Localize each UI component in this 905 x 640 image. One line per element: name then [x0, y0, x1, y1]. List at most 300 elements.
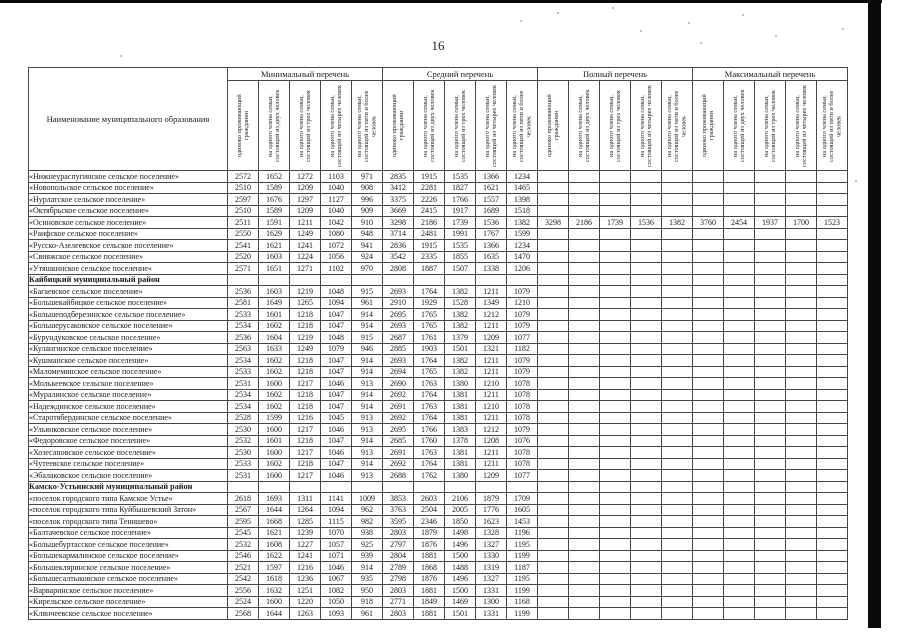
value-cell: [724, 378, 755, 390]
value-cell: 2536: [228, 332, 259, 344]
value-cell: 2563: [228, 343, 259, 355]
value-cell: 1093: [321, 608, 352, 620]
name-column-header: Наименование муниципального образования: [29, 68, 228, 171]
value-cell: [755, 182, 786, 194]
value-cell: 1765: [414, 309, 445, 321]
value-cell: [786, 447, 817, 459]
value-cell: 1879: [414, 527, 445, 539]
value-cell: 2693: [383, 286, 414, 298]
value-cell: 1272: [290, 171, 321, 183]
group-header-full: Полный перечень: [538, 68, 693, 81]
value-cell: 2803: [383, 527, 414, 539]
value-cell: [693, 171, 724, 183]
value-cell: 1009: [352, 493, 383, 505]
value-cell: 2692: [383, 458, 414, 470]
settlement-name-cell: «Раифское сельское поселение»: [29, 228, 228, 240]
table-row: [29, 435, 848, 447]
value-cell: 2556: [228, 585, 259, 597]
value-cell: [724, 424, 755, 436]
value-cell: 2836: [383, 240, 414, 252]
value-cell: 2803: [383, 608, 414, 620]
value-cell: [538, 194, 569, 206]
value-cell: [538, 550, 569, 562]
value-cell: [538, 205, 569, 217]
value-cell: [631, 309, 662, 321]
column-header-group0-col2: [290, 81, 321, 171]
value-cell: [817, 504, 848, 516]
value-cell: 2106: [445, 493, 476, 505]
value-cell: [693, 228, 724, 240]
value-cell: 1209: [290, 205, 321, 217]
column-header-label: на одного члена семьи, состоящей из двух человек: [576, 89, 591, 162]
value-cell: 2520: [228, 251, 259, 263]
value-cell: [817, 539, 848, 551]
value-cell: [600, 205, 631, 217]
value-cell: [662, 424, 693, 436]
value-cell: [600, 194, 631, 206]
scan-noise-dot: [520, 20, 522, 22]
value-cell: [817, 240, 848, 252]
value-cell: [662, 182, 693, 194]
value-cell: [538, 562, 569, 574]
value-cell: [755, 573, 786, 585]
value-cell: 1603: [259, 286, 290, 298]
value-cell: 3595: [383, 516, 414, 528]
value-cell: 914: [352, 562, 383, 574]
value-cell: [538, 240, 569, 252]
value-cell: 1218: [290, 389, 321, 401]
value-cell: 1382: [445, 309, 476, 321]
value-cell: 948: [352, 228, 383, 240]
value-cell: 2687: [383, 332, 414, 344]
value-cell: [662, 585, 693, 597]
value-cell: [786, 516, 817, 528]
value-cell: [662, 527, 693, 539]
value-cell: 1079: [321, 343, 352, 355]
value-cell: 1102: [321, 263, 352, 275]
value-cell: [755, 297, 786, 309]
value-cell: 1211: [476, 286, 507, 298]
settlement-name-cell: «Муралинское сельское поселение»: [29, 389, 228, 401]
value-cell: 1264: [290, 504, 321, 516]
table-row: [29, 366, 848, 378]
value-cell: [662, 470, 693, 482]
value-cell: [538, 458, 569, 470]
value-cell: 1764: [414, 355, 445, 367]
value-cell: 2618: [228, 493, 259, 505]
value-cell: [569, 562, 600, 574]
settlement-name-cell: «Балтачевское сельское поселение»: [29, 527, 228, 539]
value-cell: [817, 320, 848, 332]
value-cell: [786, 458, 817, 470]
value-cell: [693, 516, 724, 528]
value-cell: [569, 366, 600, 378]
value-cell: 2835: [383, 171, 414, 183]
value-cell: [631, 539, 662, 551]
value-cell: [631, 286, 662, 298]
value-cell: [693, 424, 724, 436]
value-cell: 1591: [259, 217, 290, 229]
value-cell: [569, 274, 600, 286]
value-cell: [786, 550, 817, 562]
value-cell: 1094: [321, 504, 352, 516]
value-cell: [755, 251, 786, 263]
value-cell: [600, 171, 631, 183]
value-cell: [724, 516, 755, 528]
value-cell: [631, 447, 662, 459]
table-row: [29, 585, 848, 597]
value-cell: [538, 481, 569, 493]
value-cell: [817, 412, 848, 424]
value-cell: [755, 378, 786, 390]
value-cell: [569, 228, 600, 240]
value-cell: [538, 539, 569, 551]
value-cell: [817, 274, 848, 286]
value-cell: 1319: [476, 562, 507, 574]
value-cell: [693, 493, 724, 505]
value-cell: 2797: [383, 539, 414, 551]
column-header-group3-col2: [755, 81, 786, 171]
value-cell: 2510: [228, 205, 259, 217]
column-header-label: на одного члена семьи, состоящей из двух человек: [266, 89, 281, 162]
column-header-group2-col1: [569, 81, 600, 171]
value-cell: 1211: [290, 217, 321, 229]
value-cell: 962: [352, 504, 383, 516]
table-row: [29, 447, 848, 459]
value-cell: [817, 527, 848, 539]
value-cell: 1629: [259, 228, 290, 240]
value-cell: [631, 182, 662, 194]
value-cell: [693, 251, 724, 263]
value-cell: [662, 343, 693, 355]
value-cell: 1077: [507, 332, 538, 344]
value-cell: 1300: [476, 596, 507, 608]
settlement-name-cell: «Большебуртасское сельское поселение»: [29, 539, 228, 551]
value-cell: [538, 493, 569, 505]
value-cell: [693, 608, 724, 620]
value-cell: [631, 481, 662, 493]
value-cell: 2533: [228, 458, 259, 470]
value-cell: 2545: [228, 527, 259, 539]
value-cell: 1602: [259, 458, 290, 470]
value-cell: [724, 458, 755, 470]
settlement-name-cell: «поселок городского типа Тенишево»: [29, 516, 228, 528]
value-cell: [414, 274, 445, 286]
value-cell: [662, 562, 693, 574]
value-cell: [724, 447, 755, 459]
value-cell: 914: [352, 389, 383, 401]
value-cell: [755, 596, 786, 608]
value-cell: 1881: [414, 608, 445, 620]
value-cell: [724, 332, 755, 344]
value-cell: [538, 263, 569, 275]
value-cell: [724, 573, 755, 585]
value-cell: 2692: [383, 412, 414, 424]
value-cell: [755, 343, 786, 355]
value-cell: 1212: [476, 309, 507, 321]
column-header-label: на одного члена семьи, состоящей из четырех человек: [328, 84, 343, 167]
value-cell: 1210: [476, 378, 507, 390]
value-cell: [383, 274, 414, 286]
value-cell: [724, 171, 755, 183]
value-cell: 1689: [476, 205, 507, 217]
value-cell: [569, 332, 600, 344]
value-cell: [817, 493, 848, 505]
value-cell: [693, 332, 724, 344]
value-cell: 1849: [414, 596, 445, 608]
value-cell: 1600: [259, 378, 290, 390]
value-cell: [352, 274, 383, 286]
value-cell: [538, 171, 569, 183]
value-cell: 1227: [290, 539, 321, 551]
column-header-group0-col0: [228, 81, 259, 171]
settlement-name-cell: «Бурундуковское сельское поселение»: [29, 332, 228, 344]
value-cell: [569, 585, 600, 597]
section-row: [29, 481, 848, 493]
value-cell: [755, 412, 786, 424]
value-cell: [631, 458, 662, 470]
value-cell: 1366: [476, 171, 507, 183]
value-cell: 2533: [228, 366, 259, 378]
value-cell: [817, 378, 848, 390]
value-cell: 1218: [290, 366, 321, 378]
value-cell: [662, 286, 693, 298]
group-header-row: [29, 68, 848, 81]
value-cell: 1535: [445, 171, 476, 183]
value-cell: 1195: [507, 573, 538, 585]
value-cell: [755, 194, 786, 206]
table-row: [29, 240, 848, 252]
table-row: [29, 320, 848, 332]
value-cell: 1602: [259, 389, 290, 401]
value-cell: 2798: [383, 573, 414, 585]
value-cell: 1271: [290, 263, 321, 275]
value-cell: 1048: [321, 286, 352, 298]
value-cell: [631, 550, 662, 562]
value-cell: [724, 596, 755, 608]
value-cell: [662, 309, 693, 321]
value-cell: 2567: [228, 504, 259, 516]
value-cell: [693, 194, 724, 206]
value-cell: [755, 205, 786, 217]
value-cell: [693, 343, 724, 355]
value-cell: 1078: [507, 412, 538, 424]
value-cell: [755, 527, 786, 539]
value-cell: 1209: [476, 470, 507, 482]
value-cell: [693, 297, 724, 309]
value-cell: 2534: [228, 401, 259, 413]
value-cell: 1048: [321, 332, 352, 344]
value-cell: [600, 274, 631, 286]
value-cell: 1518: [507, 205, 538, 217]
value-cell: 3763: [383, 504, 414, 516]
scan-noise-dot: [557, 12, 559, 14]
value-cell: 1602: [259, 366, 290, 378]
scan-noise-dot: [688, 22, 690, 24]
value-cell: 1700: [786, 217, 817, 229]
value-cell: 1199: [507, 585, 538, 597]
value-cell: 1603: [259, 251, 290, 263]
section-row: [29, 274, 848, 286]
scan-artifact-right-bar: [868, 0, 881, 628]
value-cell: 1766: [414, 424, 445, 436]
value-cell: 1608: [259, 539, 290, 551]
value-cell: [817, 389, 848, 401]
value-cell: 1115: [321, 516, 352, 528]
table-row: [29, 228, 848, 240]
value-cell: 2685: [383, 435, 414, 447]
value-cell: 1210: [507, 297, 538, 309]
value-cell: 1879: [476, 493, 507, 505]
value-cell: [538, 320, 569, 332]
value-cell: 1211: [476, 458, 507, 470]
settlement-name-cell: «Большекляринское сельское поселение»: [29, 562, 228, 574]
value-cell: [538, 516, 569, 528]
value-cell: [569, 435, 600, 447]
value-cell: [755, 228, 786, 240]
value-cell: [693, 585, 724, 597]
value-cell: [569, 412, 600, 424]
value-cell: 1211: [476, 355, 507, 367]
value-cell: [538, 309, 569, 321]
value-cell: [569, 504, 600, 516]
value-cell: [259, 274, 290, 286]
value-cell: 982: [352, 516, 383, 528]
value-cell: 2603: [414, 493, 445, 505]
value-cell: [662, 366, 693, 378]
value-cell: 1079: [507, 366, 538, 378]
settlement-name-cell: «Нижнеураспугинское сельское поселение»: [29, 171, 228, 183]
column-header-label: на одного члена семьи, состоящей из пяти и более человек: [666, 89, 688, 162]
value-cell: [786, 493, 817, 505]
value-cell: 2536: [228, 286, 259, 298]
value-cell: 1079: [507, 355, 538, 367]
value-cell: [724, 539, 755, 551]
table-row: [29, 550, 848, 562]
value-cell: 1599: [259, 412, 290, 424]
value-cell: [755, 401, 786, 413]
value-cell: 1047: [321, 366, 352, 378]
value-cell: [569, 355, 600, 367]
value-cell: [786, 585, 817, 597]
value-cell: [538, 378, 569, 390]
value-cell: 1297: [290, 194, 321, 206]
value-cell: [569, 481, 600, 493]
value-cell: [538, 412, 569, 424]
value-cell: 1382: [445, 366, 476, 378]
value-cell: 1602: [259, 355, 290, 367]
value-cell: 1500: [445, 550, 476, 562]
value-cell: [724, 470, 755, 482]
settlement-name-cell: «Октябрьское сельское поселение»: [29, 205, 228, 217]
value-cell: 1881: [414, 550, 445, 562]
value-cell: 1605: [507, 504, 538, 516]
table-row: [29, 573, 848, 585]
value-cell: [631, 320, 662, 332]
value-cell: 1187: [507, 562, 538, 574]
value-cell: [724, 228, 755, 240]
value-cell: [383, 481, 414, 493]
value-cell: 2281: [414, 182, 445, 194]
value-cell: [817, 435, 848, 447]
value-cell: 1077: [507, 470, 538, 482]
table-row: [29, 516, 848, 528]
value-cell: 2530: [228, 424, 259, 436]
value-cell: [631, 573, 662, 585]
value-cell: [755, 470, 786, 482]
value-cell: [817, 470, 848, 482]
value-cell: [600, 332, 631, 344]
value-cell: 2521: [228, 562, 259, 574]
table-row: [29, 355, 848, 367]
value-cell: [724, 585, 755, 597]
value-cell: 2550: [228, 228, 259, 240]
value-cell: 1249: [290, 228, 321, 240]
value-cell: 1488: [445, 562, 476, 574]
settlement-name-cell: «Новопольское сельское поселение»: [29, 182, 228, 194]
value-cell: [600, 389, 631, 401]
value-cell: [662, 251, 693, 263]
value-cell: 1168: [507, 596, 538, 608]
value-cell: 1210: [476, 401, 507, 413]
column-header-group2-col0: [538, 81, 569, 171]
value-cell: 1046: [321, 447, 352, 459]
value-cell: 1635: [476, 251, 507, 263]
value-cell: [538, 286, 569, 298]
value-cell: [600, 458, 631, 470]
value-cell: [724, 286, 755, 298]
value-cell: 1382: [507, 217, 538, 229]
value-cell: 1379: [445, 332, 476, 344]
value-cell: [600, 527, 631, 539]
value-cell: 1827: [445, 182, 476, 194]
value-cell: 1050: [321, 596, 352, 608]
value-cell: 1766: [445, 194, 476, 206]
value-cell: 1739: [600, 217, 631, 229]
district-name-cell: Камско-Устьинский муниципальный район: [29, 481, 228, 493]
value-cell: 3298: [383, 217, 414, 229]
value-cell: 2695: [383, 309, 414, 321]
value-cell: 1765: [414, 366, 445, 378]
value-cell: [755, 309, 786, 321]
value-cell: 2546: [228, 550, 259, 562]
value-cell: [600, 435, 631, 447]
value-cell: [786, 309, 817, 321]
column-header-group0-col3: [321, 81, 352, 171]
value-cell: 1094: [321, 297, 352, 309]
value-cell: [817, 194, 848, 206]
value-cell: 1382: [445, 355, 476, 367]
value-cell: 1218: [290, 401, 321, 413]
value-cell: 1327: [476, 539, 507, 551]
value-cell: [228, 481, 259, 493]
value-cell: 1211: [476, 389, 507, 401]
value-cell: [507, 274, 538, 286]
value-cell: 1079: [507, 286, 538, 298]
value-cell: 1067: [321, 573, 352, 585]
value-cell: 1195: [507, 539, 538, 551]
settlement-name-cell: «поселок городского типа Куйбышевский Затон»: [29, 504, 228, 516]
value-cell: [414, 481, 445, 493]
value-cell: 1046: [321, 470, 352, 482]
value-cell: 2186: [569, 217, 600, 229]
value-cell: [724, 320, 755, 332]
value-cell: [786, 343, 817, 355]
value-cell: [631, 355, 662, 367]
table-row: [29, 493, 848, 505]
value-cell: [600, 320, 631, 332]
value-cell: 910: [352, 217, 383, 229]
